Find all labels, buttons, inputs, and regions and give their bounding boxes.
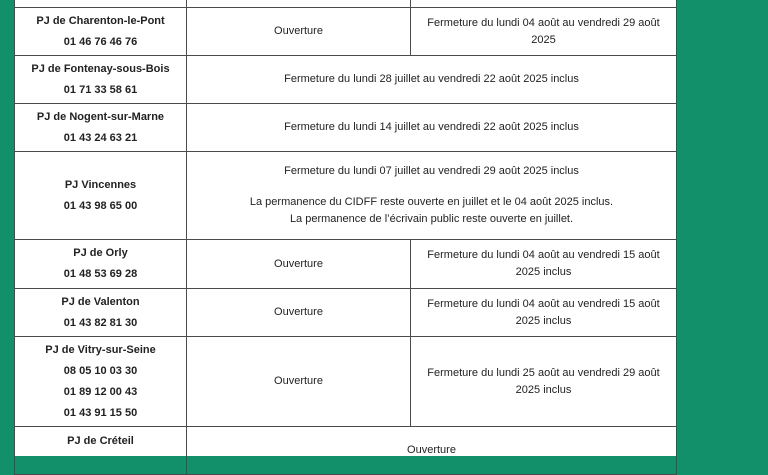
phone-number: 01 43 98 65 00 <box>63 199 138 212</box>
cell-closure: Fermeture du lundi 04 août au vendredi 15 août 2025 inclus <box>411 289 677 337</box>
cell-name <box>15 289 187 337</box>
cell-name <box>15 152 187 240</box>
cell-merged: Fermeture du lundi 14 juillet au vendredi 22 août 2025 inclus <box>187 104 677 152</box>
closures-table <box>14 0 677 475</box>
phone-number: 01 71 33 58 61 <box>63 83 138 96</box>
phone-number: 01 43 91 15 50 <box>63 406 138 419</box>
cell-name <box>15 8 187 56</box>
note-ecrivain: La permanence de l’écrivain public reste ouverte en juillet. <box>289 213 574 225</box>
phone-number: 01 89 12 00 43 <box>63 385 138 398</box>
phone-number: 01 46 76 46 76 <box>63 35 138 48</box>
closure-text: Fermeture du lundi 07 juillet au vendredi 29 août 2025 inclus <box>284 165 579 177</box>
note-cidff: La permanence du CIDFF reste ouverte en juillet et le 04 août 2025 inclus. <box>249 196 614 208</box>
table-row <box>15 152 677 240</box>
pj-name: PJ de Nogent-sur-Marne <box>36 110 165 123</box>
cell-name <box>15 240 187 289</box>
pj-name: PJ de Orly <box>73 247 128 259</box>
pj-name: PJ de Fontenay-sous-Bois <box>31 62 170 75</box>
cell-status: Ouverture <box>187 240 411 289</box>
cell-closure <box>411 0 677 8</box>
cell-status: Ouverture <box>187 289 411 337</box>
pj-name: PJ de Vitry-sur-Seine <box>45 343 156 356</box>
cell-closure: Fermeture du lundi 04 août au vendredi 15 août 2025 inclus <box>411 240 677 289</box>
cell-name <box>15 337 187 427</box>
cell-status: Ouverture <box>187 337 411 427</box>
table-row <box>15 427 677 475</box>
table-row <box>15 337 677 427</box>
table-row <box>15 289 677 337</box>
cell-merged <box>187 152 677 240</box>
cell-merged: Fermeture du lundi 28 juillet au vendredi 22 août 2025 inclus <box>187 56 677 104</box>
cell-status <box>187 0 411 8</box>
cell-merged: Ouverture <box>187 427 677 475</box>
table-row <box>15 0 677 8</box>
pj-name: PJ Vincennes <box>64 178 137 191</box>
table-row <box>15 240 677 289</box>
cell-name <box>15 0 187 8</box>
table-row <box>15 56 677 104</box>
cell-status: Ouverture <box>187 8 411 56</box>
table-row <box>15 104 677 152</box>
spacer <box>193 180 670 194</box>
cell-name <box>15 104 187 152</box>
phone-number: 01 48 53 69 28 <box>63 268 138 280</box>
table-row <box>15 8 677 56</box>
phone-number: 08 05 10 03 30 <box>63 364 138 377</box>
cell-name <box>15 56 187 104</box>
pj-name: PJ de Créteil <box>67 435 134 447</box>
pj-name: PJ de Charenton-le-Pont <box>36 14 165 27</box>
cell-closure: Fermeture du lundi 04 août au vendredi 29 août 2025 <box>411 8 677 56</box>
pj-name: PJ de Valenton <box>61 295 140 308</box>
cell-name <box>15 427 187 475</box>
phone-number: 01 43 82 81 30 <box>63 316 138 329</box>
phone-number: 01 43 24 63 21 <box>63 131 138 144</box>
cell-closure: Fermeture du lundi 25 août au vendredi 29 août 2025 inclus <box>411 337 677 427</box>
